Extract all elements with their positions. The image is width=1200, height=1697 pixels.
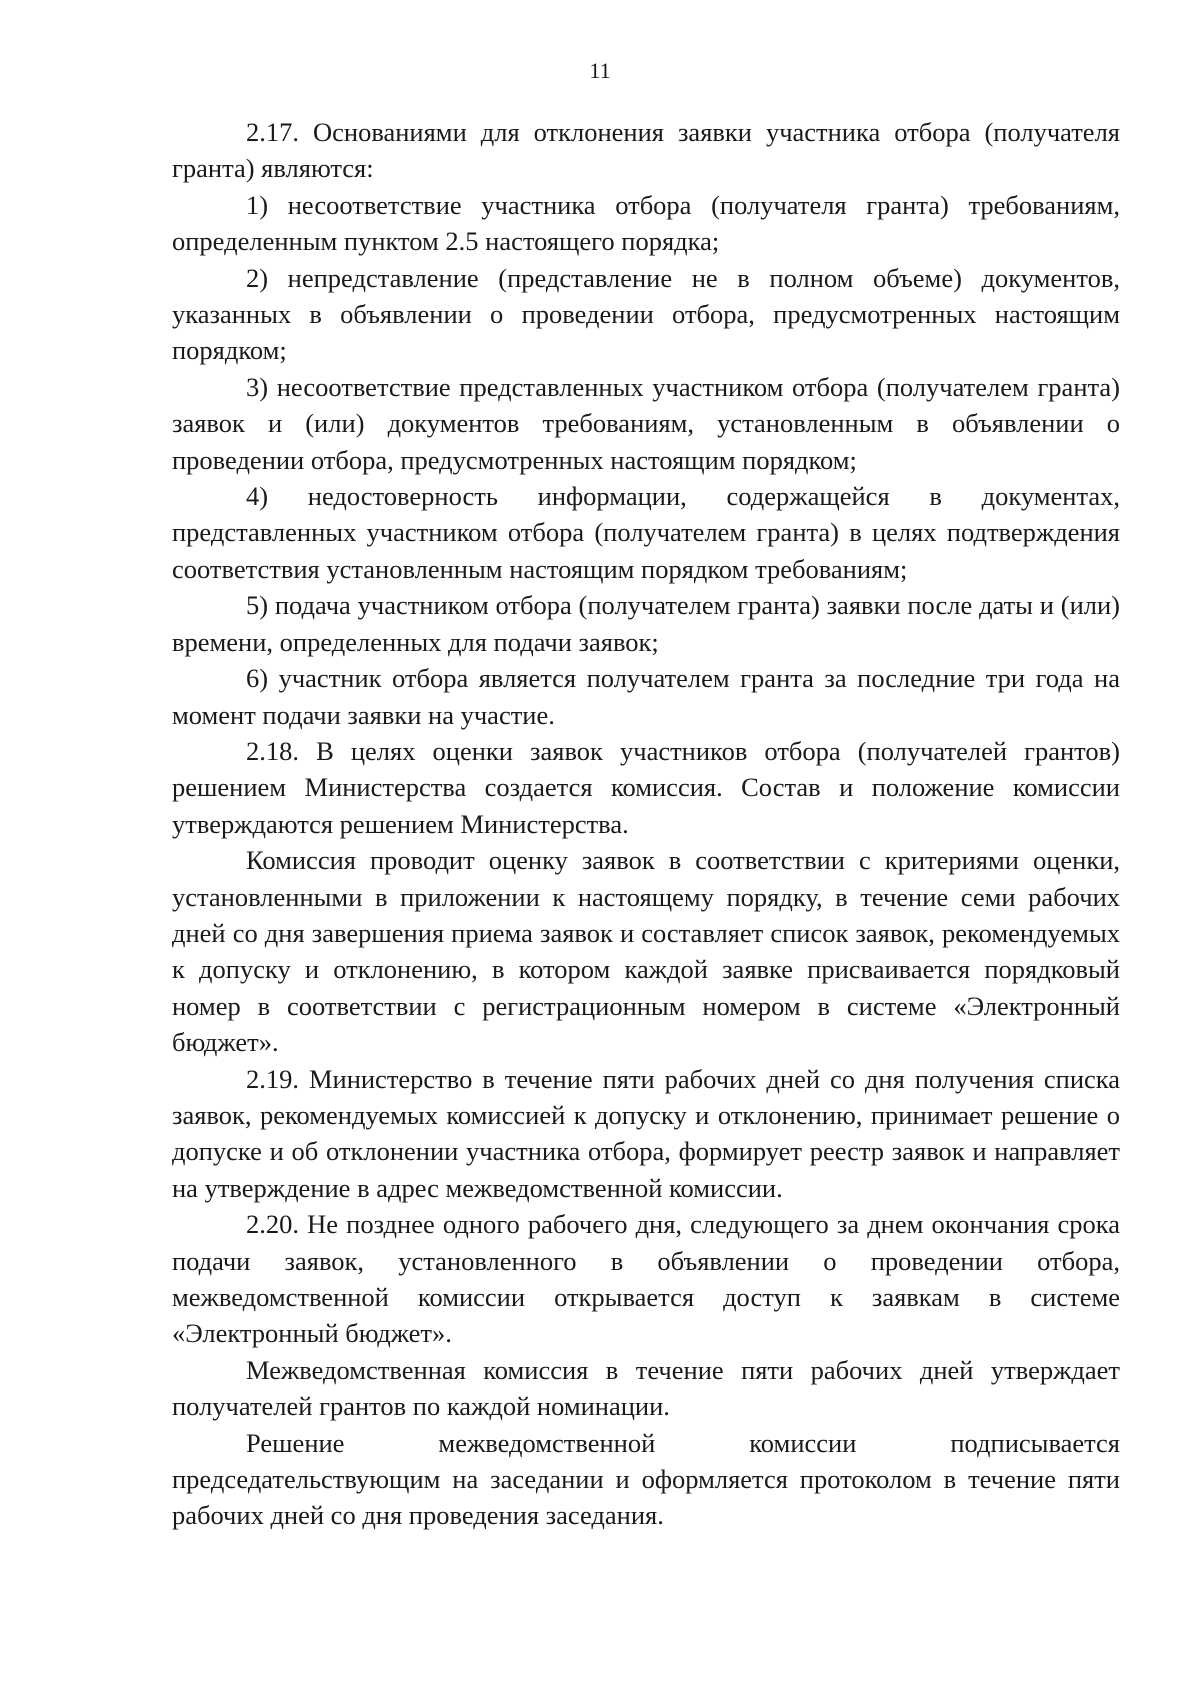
paragraph-decision-protocol: Решение межведомственной комиссии подписывается председательствующим на заседании и оформляется протоколом в течение пяти рабочих дней со дня проведения заседания. (172, 1427, 1120, 1531)
page-number: 11 (589, 58, 611, 83)
document-body (172, 114, 1120, 1534)
paragraph-2-17: 2.17. Основаниями для отклонения заявки участника отбора (получателя гранта) являются: (172, 117, 1120, 184)
list-item-4: 4) недостоверность информации, содержащейся в документах, представленных участником отбора (получателем гранта) в целях подтверждения соответствия установленным настоящим порядком требованиям; (172, 481, 1120, 584)
list-item-5: 5) подача участником отбора (получателем гранта) заявки после даты и (или) времени, определенных для подачи заявок; (172, 590, 1120, 657)
list-item-2: 2) непредставление (представление не в полном объеме) документов, указанных в объявлении о проведении отбора, предусмотренных настоящим порядком; (172, 262, 1120, 366)
paragraph-2-20: 2.20. Не позднее одного рабочего дня, следующего за днем окончания срока подачи заявок, установленного в объявлении о проведении отбора, межведомственной комиссии открывается доступ к заявкам в системе «Электронный бюджет». (172, 1209, 1120, 1349)
paragraph-commission-evaluation: Комиссия проводит оценку заявок в соответствии с критериями оценки, установленными в приложении к настоящему порядку, в течение семи рабочих дней со дня завершения приема заявок и составляет список заявок, рекомендуемых к допуску и отклонению, в котором каждой заявке присваивается порядковый номер в соответствии с регистрационным номером в системе «Электронный бюджет». (172, 845, 1120, 1058)
paragraph-2-18: 2.18. В целях оценки заявок участников отбора (получателей грантов) решением Министерства создается комиссия. Состав и положение комиссии утверждаются решением Министерства. (172, 735, 1120, 839)
paragraph-2-19: 2.19. Министерство в течение пяти рабочих дней со дня получения списка заявок, рекомендуемых комиссией к допуску и отклонению, принимает решение о допуске и об отклонении участника отбора, формирует реестр заявок и направляет на утверждение в адрес межведомственной комиссии. (172, 1063, 1120, 1203)
list-item-3: 3) несоответствие представленных участником отбора (получателем гранта) заявок и (или) документов требованиям, установленным в объявлении о проведении отбора, предусмотренных настоящим порядком; (172, 371, 1120, 475)
paragraph-interagency-approval: Межведомственная комиссия в течение пяти рабочих дней утверждает получателей грантов по каждой номинации. (172, 1354, 1120, 1422)
list-item-6: 6) участник отбора является получателем гранта за последние три года на момент подачи заявки на участие. (172, 663, 1120, 730)
list-item-1: 1) несоответствие участника отбора (получателя гранта) требованиям, определенным пунктом 2.5 настоящего порядка; (172, 189, 1120, 257)
